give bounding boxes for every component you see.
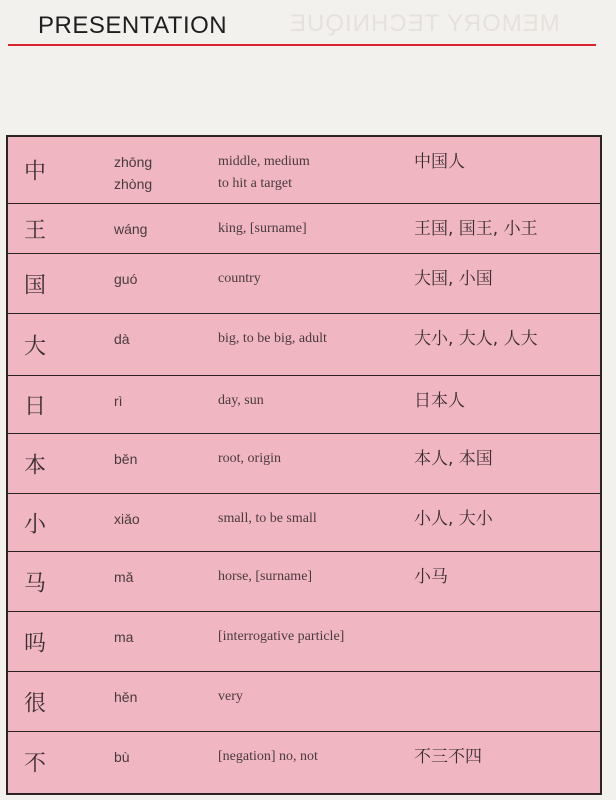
character: 日 [24,394,47,419]
example-words: 日本人 [414,391,465,411]
show-through-title: MEMORY TECHNIQUE [289,10,560,37]
pinyin-line: zhòng [114,176,153,192]
pinyin: ma [114,629,134,645]
meaning: country [218,271,261,286]
character: 很 [24,691,47,716]
pinyin [114,151,152,195]
meaning-line: middle, medium [218,154,310,169]
example-words: 小人, 大小 [414,509,493,529]
meaning-line: to hit a target [218,176,292,191]
table-row [8,671,600,731]
character: 马 [24,571,47,596]
pinyin: xiǎo [114,511,140,527]
pinyin: mǎ [114,569,134,585]
character: 大 [24,334,47,359]
meaning: [negation] no, not [218,749,318,764]
page-title: PRESENTATION [38,12,228,39]
example-words: 大国, 小国 [414,269,493,289]
example-words: 大小, 大人, 人大 [414,329,538,349]
pinyin: bù [114,749,130,765]
table-row [8,551,600,611]
pinyin: rì [114,393,123,409]
table-row [8,731,600,791]
header-rule [8,44,596,46]
meaning [218,151,310,195]
example-words: 小马 [414,567,448,587]
character: 吗 [24,631,47,656]
table-row [8,203,600,253]
meaning: king, [surname] [218,221,307,236]
table-row [8,313,600,375]
meaning: small, to be small [218,511,317,526]
table-row [8,433,600,493]
meaning: root, origin [218,451,281,466]
meaning: [interrogative particle] [218,629,345,644]
character: 国 [24,273,47,298]
example-words: 王国, 国王, 小王 [414,219,538,239]
pinyin: guó [114,271,138,287]
example-words: 中国人 [414,152,465,172]
character: 不 [24,751,47,776]
pinyin: hěn [114,689,138,705]
character: 中 [24,159,47,185]
meaning: big, to be big, adult [218,331,327,346]
pinyin-line: zhōng [114,154,153,170]
pinyin: wáng [114,221,148,237]
character: 本 [24,453,47,478]
character: 王 [24,218,47,243]
meaning: horse, [surname] [218,569,313,584]
page-header [0,0,616,52]
example-words: 不三不四 [414,747,482,767]
table-row [8,493,600,551]
meaning: very [218,689,243,704]
table-row [8,137,600,203]
pinyin: běn [114,451,138,467]
vocabulary-table [6,135,602,795]
character: 小 [24,512,47,537]
table-row [8,375,600,433]
example-words: 本人, 本国 [414,449,493,469]
meaning: day, sun [218,393,264,408]
pinyin: dà [114,331,130,347]
table-row [8,611,600,671]
table-row [8,253,600,313]
